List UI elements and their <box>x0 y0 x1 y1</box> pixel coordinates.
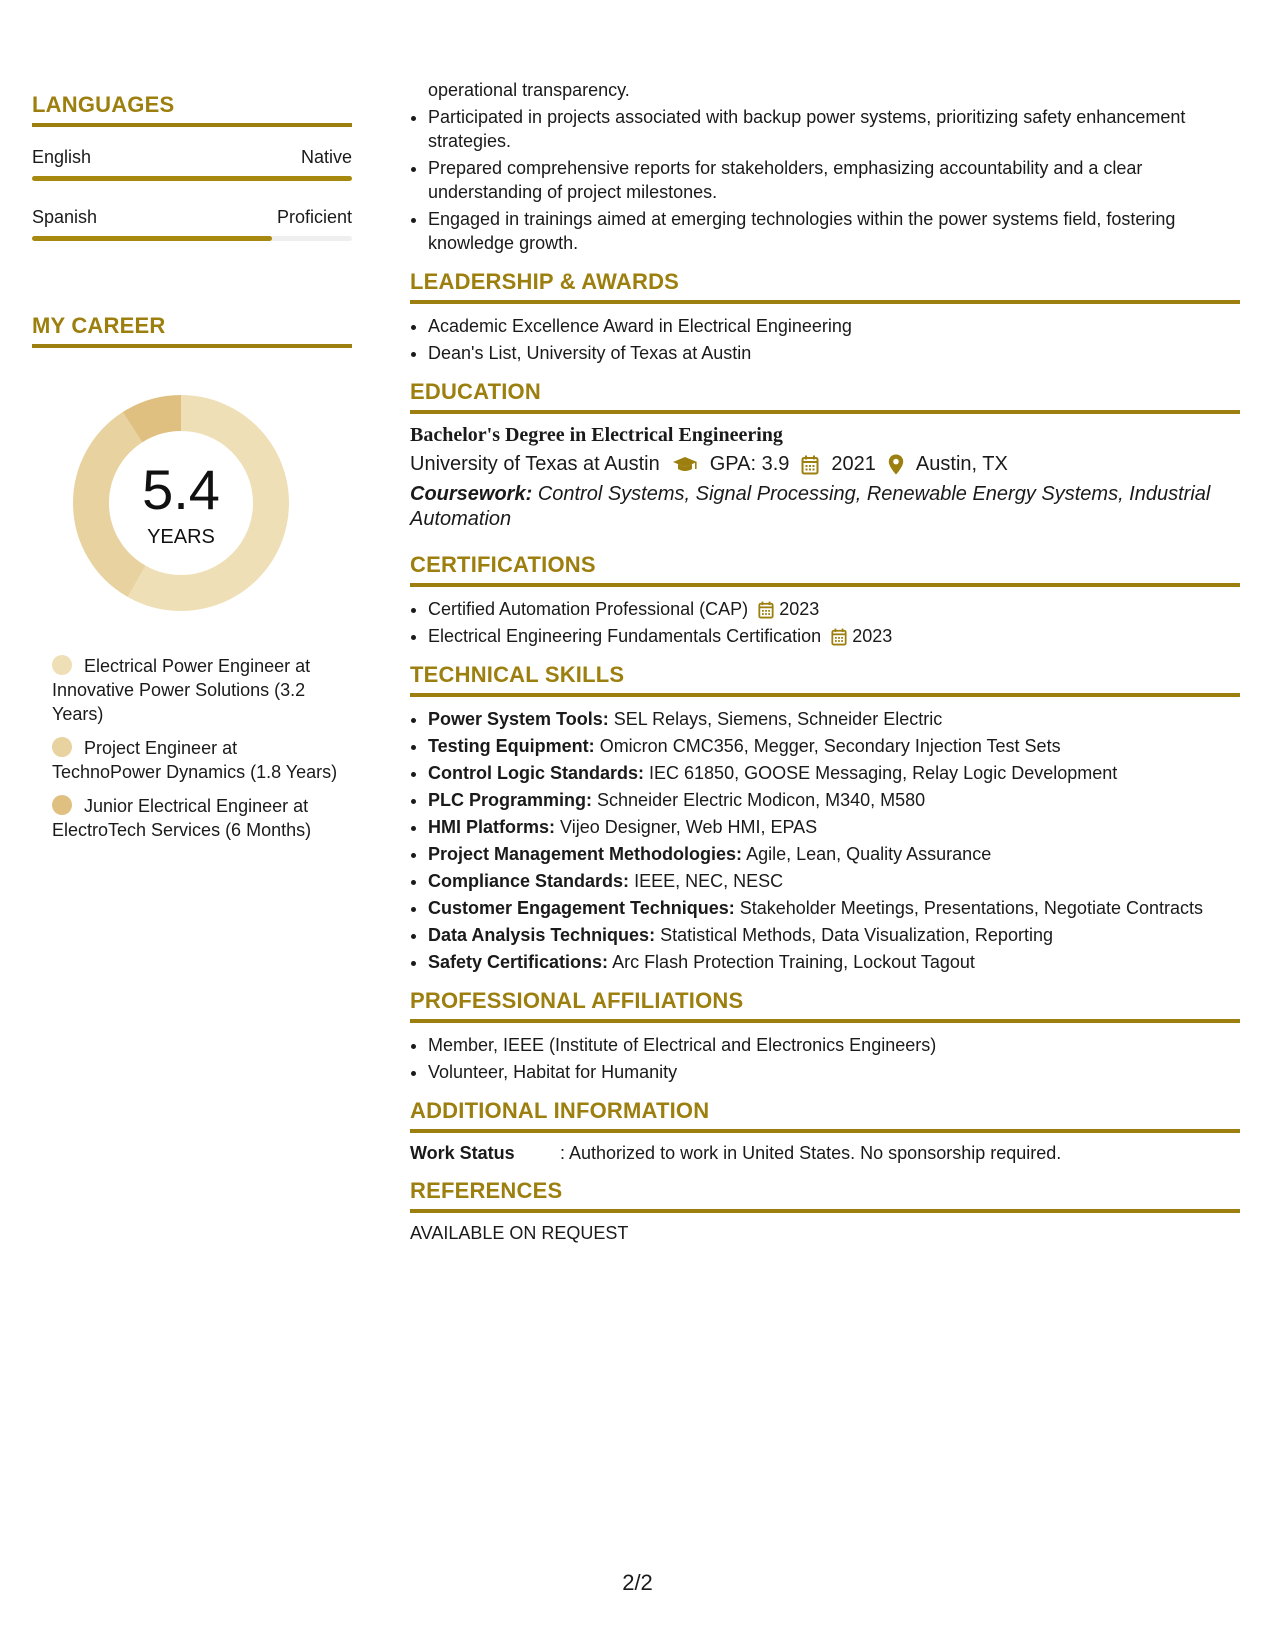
skill-value: Stakeholder Meetings, Presentations, Negotiate Contracts <box>739 898 1203 918</box>
location-pin-icon <box>888 454 904 475</box>
language-level: Native <box>300 147 352 167</box>
legend-label: Junior Electrical Engineer at ElectroTech Services (6 Months) <box>52 796 312 840</box>
awards-list <box>410 314 1240 365</box>
languages-section <box>32 92 352 241</box>
skill-value: Vijeo Designer, Web HMI, EPAS <box>560 817 818 837</box>
certifications-title: CERTIFICATIONS <box>410 552 1240 587</box>
left-column <box>32 92 352 852</box>
awards-title: LEADERSHIP & AWARDS <box>410 269 1240 304</box>
skill-label: Compliance Standards: <box>428 871 630 891</box>
education-section <box>410 379 1240 532</box>
skill-item <box>428 950 1240 974</box>
career-total-value: 5.4 <box>142 458 220 521</box>
work-status-value: : Authorized to work in United States. No sponsorship required. <box>560 1143 1062 1163</box>
skill-label: Project Management Methodologies: <box>428 844 743 864</box>
certification-name: Electrical Engineering Fundamentals Certification <box>428 626 822 646</box>
skill-value: IEC 61850, GOOSE Messaging, Relay Logic Development <box>649 763 1118 783</box>
awards-section <box>410 269 1240 365</box>
skills-list <box>410 707 1240 974</box>
experience-continued-text: operational transparency. <box>428 80 630 100</box>
skill-value: Statistical Methods, Data Visualization, Reporting <box>660 925 1053 945</box>
certification-item <box>428 597 1240 621</box>
skill-value: IEEE, NEC, NESC <box>634 871 784 891</box>
education-degree: Bachelor's Degree in Electrical Engineering <box>410 424 783 446</box>
affiliation-item: • Volunteer, Habitat for Humanity <box>428 1060 1240 1084</box>
language-bar <box>32 176 352 181</box>
skill-item <box>428 788 1240 812</box>
experience-continued <box>410 78 1240 255</box>
career-legend <box>32 654 342 842</box>
page-number: 2/2 <box>622 1570 653 1595</box>
references-title: REFERENCES <box>410 1178 1240 1213</box>
education-school: University of Texas at Austin <box>410 453 660 475</box>
skill-label: Control Logic Standards: <box>428 763 644 783</box>
career-legend-item <box>52 654 342 726</box>
skills-title: TECHNICAL SKILLS <box>410 662 1240 697</box>
career-legend-item <box>52 736 342 784</box>
right-column <box>410 78 1240 1244</box>
certification-year: 2023 <box>779 599 820 619</box>
coursework-text: Control Systems, Signal Processing, Renewable Energy Systems, Industrial Automation <box>410 483 1211 530</box>
skill-item <box>428 896 1240 920</box>
language-item <box>32 207 352 241</box>
references-text: AVAILABLE ON REQUEST <box>410 1223 629 1243</box>
legend-dot <box>52 655 72 675</box>
certification-name: Certified Automation Professional (CAP) <box>428 599 749 619</box>
affiliations-section <box>410 988 1240 1084</box>
skill-label: Customer Engagement Techniques: <box>428 898 735 918</box>
legend-dot <box>52 737 72 757</box>
certification-item <box>428 624 1240 648</box>
skill-item <box>428 842 1240 866</box>
career-title: MY CAREER <box>32 313 352 348</box>
skills-section <box>410 662 1240 974</box>
language-item <box>32 147 352 181</box>
skill-label: HMI Platforms: <box>428 817 556 837</box>
affiliation-item: • Member, IEEE (Institute of Electrical and Electronics Engineers) <box>428 1033 1240 1057</box>
skill-item <box>428 923 1240 947</box>
calendar-icon <box>758 601 774 619</box>
skill-item <box>428 869 1240 893</box>
certifications-list <box>410 597 1240 648</box>
skill-item <box>428 707 1240 731</box>
award-item: • Dean's List, University of Texas at Austin <box>428 341 1240 365</box>
language-bar-fill <box>32 236 272 241</box>
work-status-row <box>410 1143 1240 1164</box>
career-section <box>32 313 352 842</box>
graduation-cap-icon <box>672 456 698 474</box>
skill-label: Testing Equipment: <box>428 736 595 756</box>
skill-value: SEL Relays, Siemens, Schneider Electric <box>613 709 943 729</box>
education-details <box>410 453 1240 476</box>
additional-title: ADDITIONAL INFORMATION <box>410 1098 1240 1133</box>
language-bar <box>32 236 352 241</box>
coursework-label: Coursework: <box>410 483 533 505</box>
skill-value: Schneider Electric Modicon, M340, M580 <box>597 790 926 810</box>
experience-bullet: • Engaged in trainings aimed at emerging technologies within the power systems field, fostering knowledge growth. <box>428 207 1240 255</box>
skill-label: PLC Programming: <box>428 790 593 810</box>
language-bar-fill <box>32 176 352 181</box>
career-total-unit: YEARS <box>147 526 215 548</box>
certifications-section <box>410 552 1240 648</box>
calendar-icon <box>801 455 819 475</box>
skill-item <box>428 815 1240 839</box>
career-donut <box>66 388 296 618</box>
experience-bullet: • Prepared comprehensive reports for stakeholders, emphasizing accountability and a clear understanding of project milestones. <box>428 156 1240 204</box>
education-gpa: GPA: 3.9 <box>709 453 790 475</box>
legend-label: Electrical Power Engineer at Innovative Power Solutions (3.2 Years) <box>52 656 311 724</box>
languages-title: LANGUAGES <box>32 92 352 127</box>
skill-label: Safety Certifications: <box>428 952 609 972</box>
experience-bullet: • Participated in projects associated with backup power systems, prioritizing safety enhancement strategies. <box>428 105 1240 153</box>
additional-section <box>410 1098 1240 1164</box>
legend-dot <box>52 795 72 815</box>
references-section <box>410 1178 1240 1244</box>
legend-label: Project Engineer at TechnoPower Dynamics (1.8 Years) <box>52 738 338 782</box>
affiliations-list <box>410 1033 1240 1084</box>
award-item: • Academic Excellence Award in Electrical Engineering <box>428 314 1240 338</box>
skill-item <box>428 761 1240 785</box>
skill-label: Power System Tools: <box>428 709 609 729</box>
certification-year: 2023 <box>852 626 893 646</box>
skill-item <box>428 734 1240 758</box>
education-coursework <box>410 482 1240 532</box>
career-legend-item <box>52 794 342 842</box>
skill-label: Data Analysis Techniques: <box>428 925 656 945</box>
experience-bullets <box>410 105 1240 255</box>
education-location: Austin, TX <box>915 453 1008 475</box>
language-level: Proficient <box>276 207 352 227</box>
work-status-key: Work Status <box>410 1143 515 1163</box>
skill-value: Agile, Lean, Quality Assurance <box>746 844 992 864</box>
calendar-icon <box>831 628 847 646</box>
language-name: English <box>32 147 92 167</box>
skill-value: Arc Flash Protection Training, Lockout Tagout <box>612 952 975 972</box>
education-year: 2021 <box>831 453 876 475</box>
language-name: Spanish <box>32 207 98 227</box>
education-title: EDUCATION <box>410 379 1240 414</box>
skill-value: Omicron CMC356, Megger, Secondary Injection Test Sets <box>599 736 1061 756</box>
affiliations-title: PROFESSIONAL AFFILIATIONS <box>410 988 1240 1023</box>
